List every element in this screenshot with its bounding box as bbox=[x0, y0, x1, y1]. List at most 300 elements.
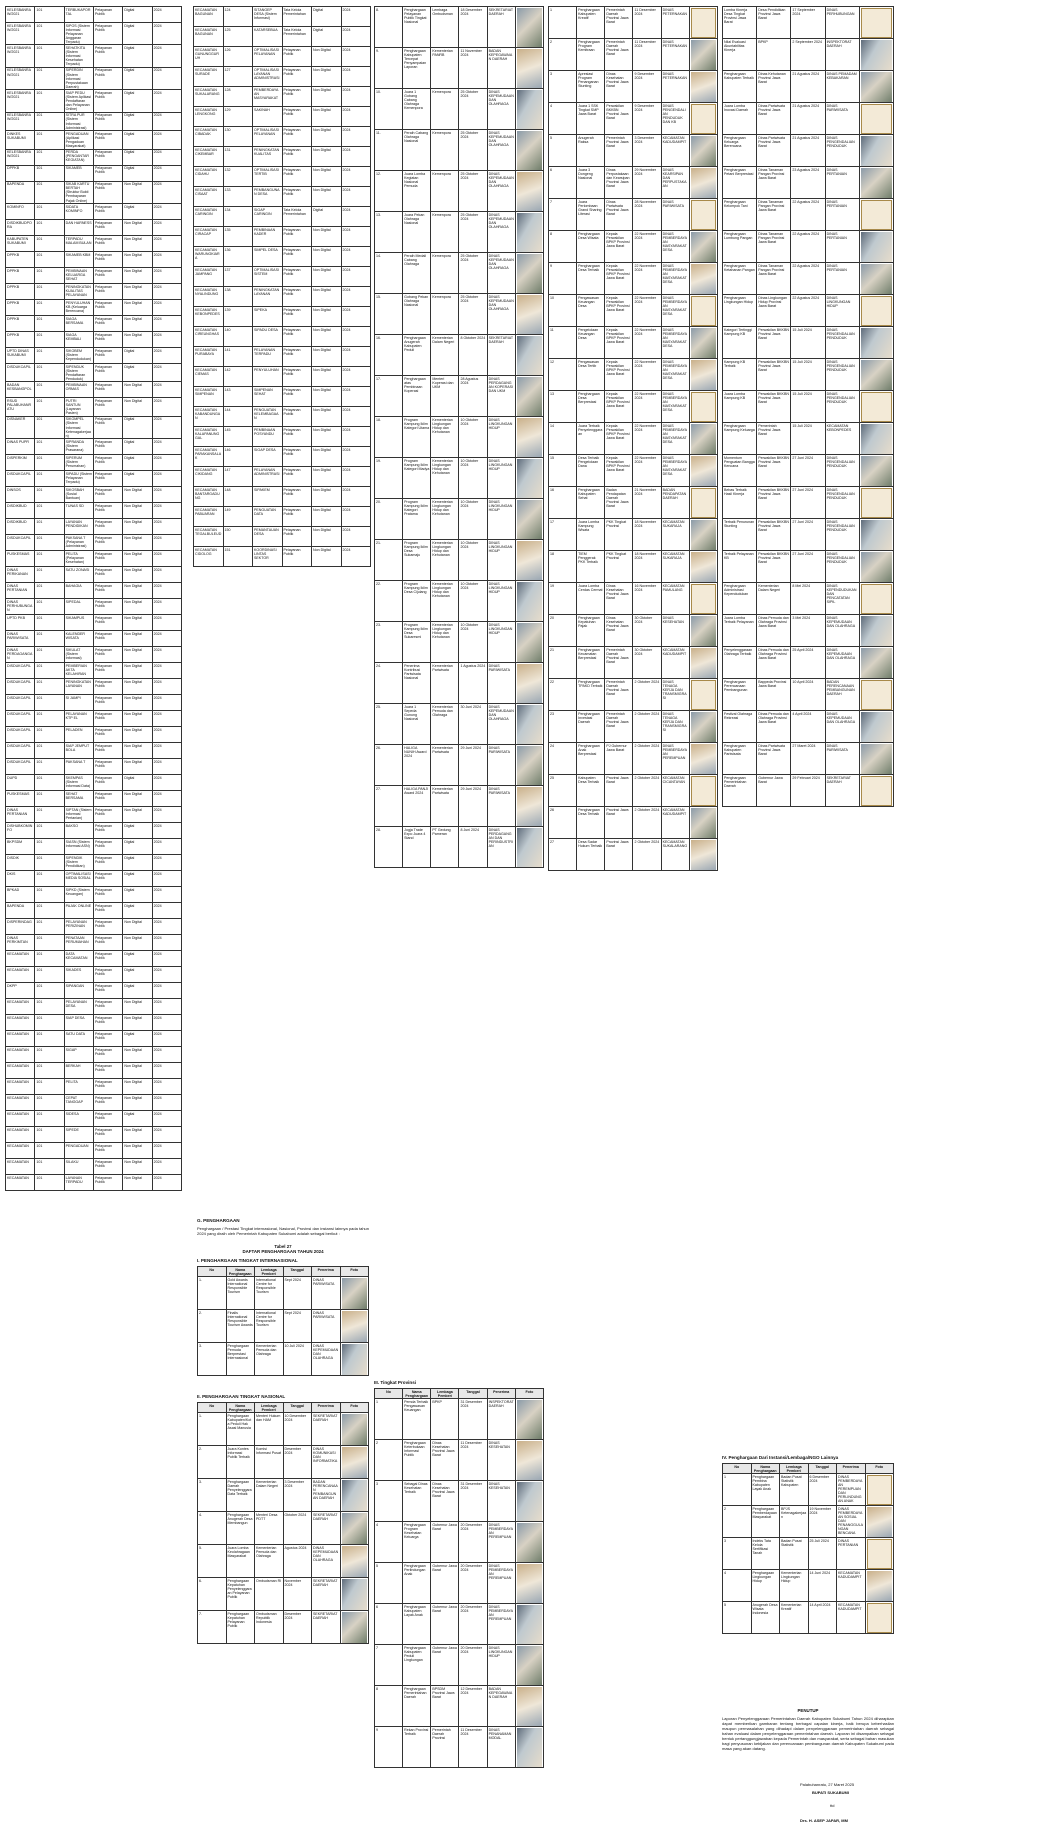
number-cell: 143 bbox=[223, 387, 253, 407]
issuer-cell: Dinas Tanaman Pangan Provinsi Jawa Barat bbox=[757, 199, 791, 231]
agency-cell: DINAS PERTANIAN bbox=[6, 807, 35, 823]
award-name-cell: Jogja Trade Expo Juara 4 Stand bbox=[403, 827, 431, 868]
issuer-cell: Ombudsman RI bbox=[255, 1578, 284, 1611]
type-cell: Digital bbox=[123, 871, 152, 887]
type-cell: Non Digital bbox=[123, 743, 152, 759]
innovation-name-cell: PELAYANAN KTP EL bbox=[64, 711, 93, 727]
table-row bbox=[6, 455, 182, 471]
natl-awards-heading: II. PENGHARGAAN TINGKAT NASIONAL bbox=[197, 1394, 286, 1399]
category-cell: Pelayanan Publik bbox=[93, 220, 122, 236]
type-cell: Digital bbox=[123, 204, 152, 220]
no-cell: 16 bbox=[549, 487, 577, 519]
column-header: Penerima bbox=[837, 1464, 866, 1474]
innovation-name-cell: SIGAP DESA bbox=[253, 447, 283, 467]
category-cell: Pelayanan Publik bbox=[282, 167, 312, 187]
no-cell: 21. bbox=[375, 540, 403, 581]
date-cell: 11 November 2024 bbox=[459, 48, 487, 89]
award-name-cell: Pengelolaan Keuangan Desa bbox=[577, 327, 605, 359]
type-cell: Digital bbox=[312, 7, 342, 27]
award-name-cell: Juara Lomba Kampung Wisata bbox=[577, 519, 605, 551]
award-photo bbox=[859, 743, 893, 775]
table-row bbox=[549, 199, 718, 231]
type-cell: Non Digital bbox=[312, 147, 342, 167]
recipient-cell: DINAS KEPEMUDAAN DAN OLAHRAGA bbox=[312, 1343, 341, 1376]
recipient-cell: KECAMATAN KADUDAMPIT bbox=[837, 1570, 866, 1602]
number-cell: 101 bbox=[35, 348, 64, 364]
number-cell: 101 bbox=[35, 1015, 64, 1031]
photo-thumbnail bbox=[517, 1687, 542, 1726]
award-photo bbox=[859, 231, 893, 263]
no-cell: 1 bbox=[723, 1474, 752, 1506]
table-row bbox=[6, 503, 182, 519]
type-cell: Non Digital bbox=[312, 267, 342, 287]
issuer-cell: Dinas Kesehatan Provinsi Jawa Barat bbox=[431, 1440, 459, 1481]
agency-cell: KECAMATAN CIEMAS bbox=[194, 367, 224, 387]
category-cell: Pelayanan Publik bbox=[93, 871, 122, 887]
recipient-cell: KECAMATAN CICANTAYAN bbox=[661, 775, 689, 807]
type-cell: Non Digital bbox=[123, 236, 152, 252]
agency-cell: UPTD DINAS SUKABUMI bbox=[6, 348, 35, 364]
type-cell: Non Digital bbox=[312, 327, 342, 347]
category-cell: Pelayanan Publik bbox=[282, 467, 312, 487]
type-cell: Non Digital bbox=[123, 1175, 152, 1191]
year-cell: 2024 bbox=[152, 382, 181, 398]
number-cell: 101 bbox=[35, 903, 64, 919]
photo-thumbnail bbox=[517, 1646, 542, 1685]
award-name-cell: Penghargaan Kabupaten Layak Anak bbox=[403, 1604, 431, 1645]
award-name-cell: Penghargaan Keluarga Berencana bbox=[723, 135, 757, 167]
award-photo bbox=[515, 663, 543, 704]
table-row bbox=[375, 130, 544, 171]
no-cell: 9 bbox=[549, 263, 577, 295]
year-cell: 2024 bbox=[152, 631, 181, 647]
type-cell: Digital bbox=[123, 839, 152, 855]
issuer-cell: Provinsi Jawa Barat bbox=[605, 807, 633, 839]
award-name-cell: Penghargaan Kabupaten Pariwisata bbox=[723, 743, 757, 775]
type-cell: Non Digital bbox=[123, 1159, 152, 1175]
date-cell: 2 Oktober 2024 bbox=[633, 679, 661, 711]
innovation-name-cell: SITRA PUR (Sistem Informasi Administrasi) bbox=[64, 112, 93, 130]
category-cell: Pelayanan Publik bbox=[93, 165, 122, 181]
table-row bbox=[723, 231, 894, 263]
column-header: No bbox=[723, 1464, 752, 1474]
photo-thumbnail bbox=[517, 8, 542, 47]
category-cell: Pelayanan Publik bbox=[93, 887, 122, 903]
date-cell: 18 November 2024 bbox=[633, 551, 661, 583]
table-row bbox=[6, 967, 182, 983]
column-header: Tanggal bbox=[808, 1464, 837, 1474]
type-cell: Digital bbox=[123, 1031, 152, 1047]
column-header: Penerima bbox=[487, 1389, 515, 1399]
recipient-cell: DINAS KEPEMUDAAN DAN OLAHRAGA bbox=[487, 704, 515, 745]
table-row bbox=[6, 855, 182, 871]
award-name-cell: Momentum Penguatan Bangga Kencana bbox=[723, 455, 757, 487]
innovation-name-cell: SIGAP bbox=[64, 1047, 93, 1063]
agency-cell: DISDUKCAPIL bbox=[6, 471, 35, 487]
no-cell: 24. bbox=[375, 663, 403, 704]
category-cell: Pelayanan Publik bbox=[93, 519, 122, 535]
table-header-row bbox=[375, 1389, 544, 1399]
innovation-name-cell: SIKAMPUS bbox=[64, 615, 93, 631]
issuer-cell: Menteri Hukum dan HAM bbox=[255, 1413, 284, 1446]
award-name-cell: Penghargaan Kampung Keluarga bbox=[723, 423, 757, 455]
column-header: Tanggal bbox=[283, 1267, 312, 1277]
innovation-name-cell: OPTIMALISASI PELAYANAN bbox=[253, 47, 283, 67]
table-row bbox=[375, 1440, 544, 1481]
year-cell: 2024 bbox=[152, 332, 181, 348]
date-cell: 22 November 2024 bbox=[633, 327, 661, 359]
innovation-name-cell: PENINGKATAN LAYANAN bbox=[253, 287, 283, 307]
category-cell: Pelayanan Publik bbox=[282, 287, 312, 307]
table-row bbox=[723, 263, 894, 295]
table-row bbox=[375, 622, 544, 663]
recipient-cell: DINAS PEMBERDAYAAN MASYARAKAT DESA bbox=[661, 359, 689, 391]
date-cell: 20 Desember 2024 bbox=[459, 1522, 487, 1563]
award-name-cell: Juara 1 SSK Tingkat SMP Jawa Barat bbox=[577, 103, 605, 135]
issuer-cell: Provinsi Jawa Barat bbox=[605, 839, 633, 871]
type-cell: Digital bbox=[123, 775, 152, 791]
no-cell: 10. bbox=[375, 89, 403, 130]
no-cell: 16. bbox=[375, 335, 403, 376]
award-name-cell: Penghargaan Pemerintahan Daerah bbox=[403, 1686, 431, 1727]
year-cell: 2024 bbox=[152, 487, 181, 503]
category-cell: Pelayanan Publik bbox=[93, 599, 122, 615]
issuer-cell: Perwakilan BKKBN Provinsi Jawa Barat bbox=[757, 487, 791, 519]
category-cell: Pelayanan Publik bbox=[282, 67, 312, 87]
recipient-cell: DINAS PEMBERDAYAAN PEREMPUAN bbox=[661, 743, 689, 775]
year-cell: 2024 bbox=[152, 220, 181, 236]
number-cell: 101 bbox=[35, 471, 64, 487]
issuer-cell: Perwakilan BKKBN Provinsi Jawa Barat bbox=[757, 519, 791, 551]
signer-name: Drs. H. ASEP JAPAR, MM bbox=[800, 1818, 848, 1823]
recipient-cell: DINAS PARIWISATA bbox=[825, 743, 859, 775]
no-cell: 3. bbox=[198, 1343, 227, 1376]
no-cell: 22. bbox=[375, 581, 403, 622]
agency-cell: DISDUKCAPIL bbox=[6, 743, 35, 759]
category-cell: Pelayanan Publik bbox=[282, 327, 312, 347]
award-name-cell: Apresiasi Program Penanganan Stunting bbox=[577, 71, 605, 103]
year-cell: 2024 bbox=[152, 252, 181, 268]
table-row bbox=[549, 359, 718, 391]
year-cell: 2024 bbox=[152, 284, 181, 300]
award-photo bbox=[865, 1538, 894, 1570]
award-name-cell: Penghargaan Desa Wisata bbox=[577, 231, 605, 263]
award-photo bbox=[340, 1446, 369, 1479]
recipient-cell: SEKRETARIAT DAERAH bbox=[487, 335, 515, 376]
no-cell: 22 bbox=[549, 679, 577, 711]
number-cell: 101 bbox=[35, 951, 64, 967]
award-photo bbox=[515, 458, 543, 499]
award-photo bbox=[515, 827, 543, 868]
column-header: Nama Penghargaan bbox=[403, 1389, 431, 1399]
category-cell: Pelayanan Publik bbox=[93, 455, 122, 471]
award-name-cell: Pengawasan Desa Tertib bbox=[577, 359, 605, 391]
award-photo bbox=[515, 1727, 543, 1768]
table-row bbox=[194, 447, 371, 467]
category-cell: Pelayanan Publik bbox=[93, 535, 122, 551]
award-photo bbox=[515, 1645, 543, 1686]
year-cell: 2024 bbox=[341, 267, 371, 287]
issuer-cell: Dinas Pemuda dan Olahraga Provinsi Jawa Barat bbox=[757, 615, 791, 647]
date-cell: 11 Desember 2024 bbox=[459, 1727, 487, 1768]
year-cell: 2024 bbox=[152, 855, 181, 871]
no-cell: 3 bbox=[375, 1481, 403, 1522]
year-cell: 2024 bbox=[152, 839, 181, 855]
agency-cell: UPTD PKB bbox=[6, 615, 35, 631]
photo-thumbnail bbox=[691, 392, 716, 422]
no-cell: 11 bbox=[549, 327, 577, 359]
type-cell: Digital bbox=[123, 471, 152, 487]
agency-cell: BAPENDA bbox=[6, 903, 35, 919]
closing-heading: PENUTUP bbox=[797, 1708, 819, 1713]
category-cell: Pelayanan Publik bbox=[93, 791, 122, 807]
photo-thumbnail bbox=[861, 520, 892, 550]
table-row bbox=[6, 1175, 182, 1191]
date-cell: 22 November 2024 bbox=[633, 359, 661, 391]
innovation-name-cell: KOORDINASI LINTAS SEKTOR bbox=[253, 547, 283, 567]
intl-awards-table-wrap bbox=[197, 1266, 369, 1376]
innovation-name-cell: TUNAS SD bbox=[64, 503, 93, 519]
photo-thumbnail bbox=[867, 1475, 893, 1505]
award-photo bbox=[515, 130, 543, 171]
column-header: Lembaga Pemberi bbox=[255, 1267, 284, 1277]
year-cell: 2024 bbox=[152, 1015, 181, 1031]
category-cell: Pelayanan Publik bbox=[93, 1063, 122, 1079]
date-cell: 28 November 2024 bbox=[633, 199, 661, 231]
innovation-name-cell: LAYANAN PENDIDIKAN bbox=[64, 519, 93, 535]
category-cell: Pelayanan Publik bbox=[93, 999, 122, 1015]
number-cell: 101 bbox=[35, 503, 64, 519]
type-cell: Non Digital bbox=[312, 527, 342, 547]
number-cell: 101 bbox=[35, 967, 64, 983]
recipient-cell: DINAS KEPEMUDAAN DAN OLAHRAGA bbox=[487, 171, 515, 212]
award-photo bbox=[515, 294, 543, 335]
award-photo bbox=[340, 1479, 369, 1512]
award-photo bbox=[689, 711, 717, 743]
award-name-cell: Anugerah Raksa bbox=[577, 135, 605, 167]
date-cell: 2 September 2024 bbox=[791, 39, 825, 71]
date-cell: 10 Oktober 2024 bbox=[459, 458, 487, 499]
category-cell: Pelayanan Publik bbox=[282, 247, 312, 267]
no-cell: 5 bbox=[375, 1563, 403, 1604]
award-name-cell: Program Kampung Iklim Desa Sukaresmi bbox=[403, 622, 431, 663]
award-name-cell: Juara Lomba Kegiatan Nasional Pemuda bbox=[403, 171, 431, 212]
number-cell: 101 bbox=[35, 149, 64, 165]
table-row bbox=[6, 67, 182, 89]
type-cell: Non Digital bbox=[312, 87, 342, 107]
prov-awards-table bbox=[374, 1388, 544, 1768]
table-row bbox=[6, 711, 182, 727]
recipient-cell: KECAMATAN SUKALARANG bbox=[661, 839, 689, 871]
agency-cell: DISDUKCAPIL bbox=[6, 727, 35, 743]
award-photo bbox=[340, 1545, 369, 1578]
table-row bbox=[375, 458, 544, 499]
table-row bbox=[194, 167, 371, 187]
no-cell: 5 bbox=[549, 135, 577, 167]
issuer-cell: Kepala Perwakilan BPKP Provinsi Jawa Barat bbox=[605, 263, 633, 295]
innovation-name-cell: PENGUATAN DATA bbox=[253, 507, 283, 527]
closing-paragraph: Laporan Penyelenggaraan Pemerintahan Daerah Kabupaten Sukabumi Tahun 2024 diharapkan dapat memberikan gambaran tentang berbagai capaian kinerja, baik berupa keberhasilan maupun permasalahan yang dihadapi dalam penyelenggaraan pemerintahan daerah sebagai bahan evaluasi dalam penyelenggaraan pemerintahan daerah. Laporan ini disampaikan sebagai bentuk pertanggungjawaban kepada Pemerintah dan masyarakat, serta sebagai bahan masukan bagi penyusunan kebijakan dan perencanaan pembangunan daerah Kabupaten Sukabumi pada masa yang akan datang. bbox=[722, 1716, 894, 1751]
no-cell: 26 bbox=[549, 807, 577, 839]
agency-cell: KECAMATAN bbox=[6, 1031, 35, 1047]
year-cell: 2024 bbox=[152, 455, 181, 471]
no-cell: 19. bbox=[375, 458, 403, 499]
agency-cell: DPPKB bbox=[6, 284, 35, 300]
award-name-cell: Juara Terbaik Penyelenggaraan bbox=[577, 423, 605, 455]
recipient-cell: SEKRETARIAT DAERAH bbox=[312, 1611, 341, 1644]
table-row bbox=[723, 711, 894, 743]
category-cell: Pelayanan Publik bbox=[93, 67, 122, 89]
photo-thumbnail bbox=[517, 1441, 542, 1480]
recipient-cell: KECAMATAN KEBONPEDES bbox=[825, 423, 859, 455]
award-photo bbox=[515, 1440, 543, 1481]
table-row bbox=[375, 581, 544, 622]
recipient-cell: SEKRETARIAT DAERAH bbox=[312, 1413, 341, 1446]
ngo-awards-heading: IV. Penghargaan Dari Instansi/Lembaga/NGO Lainnya bbox=[722, 1455, 839, 1460]
category-cell: Pelayanan Publik bbox=[93, 807, 122, 823]
award-name-cell: Penghargaan Desa Berprestasi bbox=[577, 391, 605, 423]
table-row bbox=[549, 263, 718, 295]
agency-cell: KECAMATAN bbox=[6, 1095, 35, 1111]
no-cell: 4 bbox=[375, 1522, 403, 1563]
category-cell: Pelayanan Publik bbox=[93, 855, 122, 871]
category-cell: Pelayanan Publik bbox=[93, 316, 122, 332]
agency-cell: BKPSDM bbox=[6, 839, 35, 855]
recipient-cell: DINAS PENGENDALIAN PENDUDUK bbox=[825, 359, 859, 391]
type-cell: Digital bbox=[312, 207, 342, 227]
agency-cell: KELESBANRAW/2021 bbox=[6, 90, 35, 112]
agency-cell: BAPENDA bbox=[6, 181, 35, 203]
award-name-cell: Pengawasan Keuangan Desa bbox=[577, 295, 605, 327]
table-row bbox=[6, 1063, 182, 1079]
award-photo bbox=[859, 39, 893, 71]
no-cell: 4. bbox=[198, 1512, 227, 1545]
year-cell: 2024 bbox=[152, 149, 181, 165]
type-cell: Non Digital bbox=[123, 1095, 152, 1111]
table-row bbox=[6, 519, 182, 535]
innovation-table-column-2 bbox=[193, 6, 371, 567]
agency-cell: KECAMATAN KABANDUNGAN bbox=[194, 407, 224, 427]
number-cell: 101 bbox=[35, 999, 64, 1015]
type-cell: Digital bbox=[123, 903, 152, 919]
number-cell: 127 bbox=[223, 67, 253, 87]
photo-thumbnail bbox=[861, 392, 892, 422]
table-row bbox=[375, 294, 544, 335]
category-cell: Pelayanan Publik bbox=[93, 983, 122, 999]
year-cell: 2024 bbox=[152, 7, 181, 23]
innovation-name-cell: LAYANAN TERPADU bbox=[64, 1175, 93, 1191]
innovation-name-cell: DAN HARNESS bbox=[64, 220, 93, 236]
innovation-name-cell: SIKAMEB bbox=[64, 165, 93, 181]
number-cell: 149 bbox=[223, 507, 253, 527]
award-photo bbox=[859, 391, 893, 423]
award-name-cell: Penghargaan Kabupaten Terbaik bbox=[723, 71, 757, 103]
year-cell: 2024 bbox=[152, 1031, 181, 1047]
issuer-cell: Kepala Perwakilan BPKP Provinsi Jawa Barat bbox=[605, 327, 633, 359]
type-cell: Digital bbox=[123, 23, 152, 45]
table-row bbox=[6, 743, 182, 759]
award-photo bbox=[515, 1522, 543, 1563]
award-name-cell: Program Kampung Iklim Kategori Madya bbox=[403, 458, 431, 499]
issuer-cell: Kementerian Dalam Negeri bbox=[757, 583, 791, 615]
issuer-cell: Pemerintah Daerah Provinsi Jawa Barat bbox=[605, 647, 633, 679]
category-cell: Pelayanan Publik bbox=[93, 1079, 122, 1095]
agency-cell: KECAMATAN bbox=[6, 1111, 35, 1127]
recipient-cell: DINAS PEMBERDAYAAN PEREMPUAN bbox=[487, 1563, 515, 1604]
signature-mark: ttd bbox=[830, 1803, 835, 1808]
number-cell: 101 bbox=[35, 775, 64, 791]
photo-thumbnail bbox=[691, 776, 716, 806]
type-cell: Non Digital bbox=[123, 935, 152, 951]
number-cell: 101 bbox=[35, 791, 64, 807]
award-photo bbox=[515, 335, 543, 376]
category-cell: Pelayanan Publik bbox=[282, 507, 312, 527]
type-cell: Digital bbox=[123, 855, 152, 871]
category-cell: Tata Kelola Pemerintahan bbox=[282, 27, 312, 47]
category-cell: Pelayanan Publik bbox=[93, 1047, 122, 1063]
award-name-cell: Penghargaan Kelompok Tani bbox=[723, 199, 757, 231]
award-photo bbox=[689, 551, 717, 583]
no-cell: 3. bbox=[198, 1479, 227, 1512]
award-name-cell: Penghargaan Pembina Kabupaten Layak Anak bbox=[751, 1474, 780, 1506]
issuer-cell: Kementerian Pariwisata bbox=[431, 786, 459, 827]
number-cell: 129 bbox=[223, 107, 253, 127]
year-cell: 2024 bbox=[152, 663, 181, 679]
table-row bbox=[6, 551, 182, 567]
award-photo bbox=[340, 1343, 369, 1376]
award-name-cell: Penghargaan Lingkungan Hidup bbox=[751, 1570, 780, 1602]
category-cell: Pelayanan Publik bbox=[93, 839, 122, 855]
photo-thumbnail bbox=[517, 1482, 542, 1521]
agency-cell: KECAMATAN KALAPANUNGGAL bbox=[194, 427, 224, 447]
table-row bbox=[549, 327, 718, 359]
issuer-cell: Kementerian Lingkungan Hidup dan Kehutanan bbox=[431, 499, 459, 540]
agency-cell: KECAMATAN CIDOLOG bbox=[194, 547, 224, 567]
innovation-name-cell: PEMBANGUNAN DESA bbox=[253, 187, 283, 207]
photo-thumbnail bbox=[861, 168, 892, 198]
type-cell: Non Digital bbox=[312, 307, 342, 327]
date-cell: 31 Desember 2024 bbox=[459, 1481, 487, 1522]
award-photo bbox=[859, 7, 893, 39]
recipient-cell: DINAS PENGENDALIAN PENDUDUK DAN KB bbox=[661, 103, 689, 135]
issuer-cell: Perwakilan BKKBN Provinsi Jawa Barat bbox=[757, 551, 791, 583]
issuer-cell: Dinas Tanaman Pangan Provinsi Jawa Barat bbox=[757, 231, 791, 263]
innovation-name-cell: PELAYANAN ADMINISTRASI bbox=[253, 467, 283, 487]
number-cell: 101 bbox=[35, 284, 64, 300]
recipient-cell: DINAS KEPEMUDAAN DAN OLAHRAGA bbox=[487, 212, 515, 253]
agency-cell: KELESBANRAW/2021 bbox=[6, 112, 35, 130]
innovation-name-cell: PENYULUHAN KB (Keluarga Berencana) bbox=[64, 300, 93, 316]
photo-thumbnail bbox=[517, 705, 542, 744]
recipient-cell: DINAS PERTANIAN bbox=[825, 167, 859, 199]
year-cell: 2024 bbox=[152, 1143, 181, 1159]
type-cell: Non Digital bbox=[123, 759, 152, 775]
no-cell: 21 bbox=[549, 647, 577, 679]
agency-cell: KECAMATAN LENGKONG bbox=[194, 107, 224, 127]
recipient-cell: DINAS PEMBERDAYAAN MASYARAKAT DESA bbox=[661, 391, 689, 423]
type-cell: Digital bbox=[123, 90, 152, 112]
photo-thumbnail bbox=[517, 1605, 542, 1644]
issuer-cell: Gubernur Jawa Barat bbox=[431, 1522, 459, 1563]
table-row bbox=[549, 583, 718, 615]
no-cell: 6 bbox=[375, 1604, 403, 1645]
natl-awards-continued-wrap bbox=[374, 6, 544, 868]
no-cell: 4 bbox=[549, 103, 577, 135]
agency-cell: KECAMATAN WARUNGKIARA bbox=[194, 247, 224, 267]
category-cell: Pelayanan Publik bbox=[93, 503, 122, 519]
agency-cell: KABUPATEN SUKABUMI bbox=[6, 236, 35, 252]
table-row bbox=[723, 199, 894, 231]
